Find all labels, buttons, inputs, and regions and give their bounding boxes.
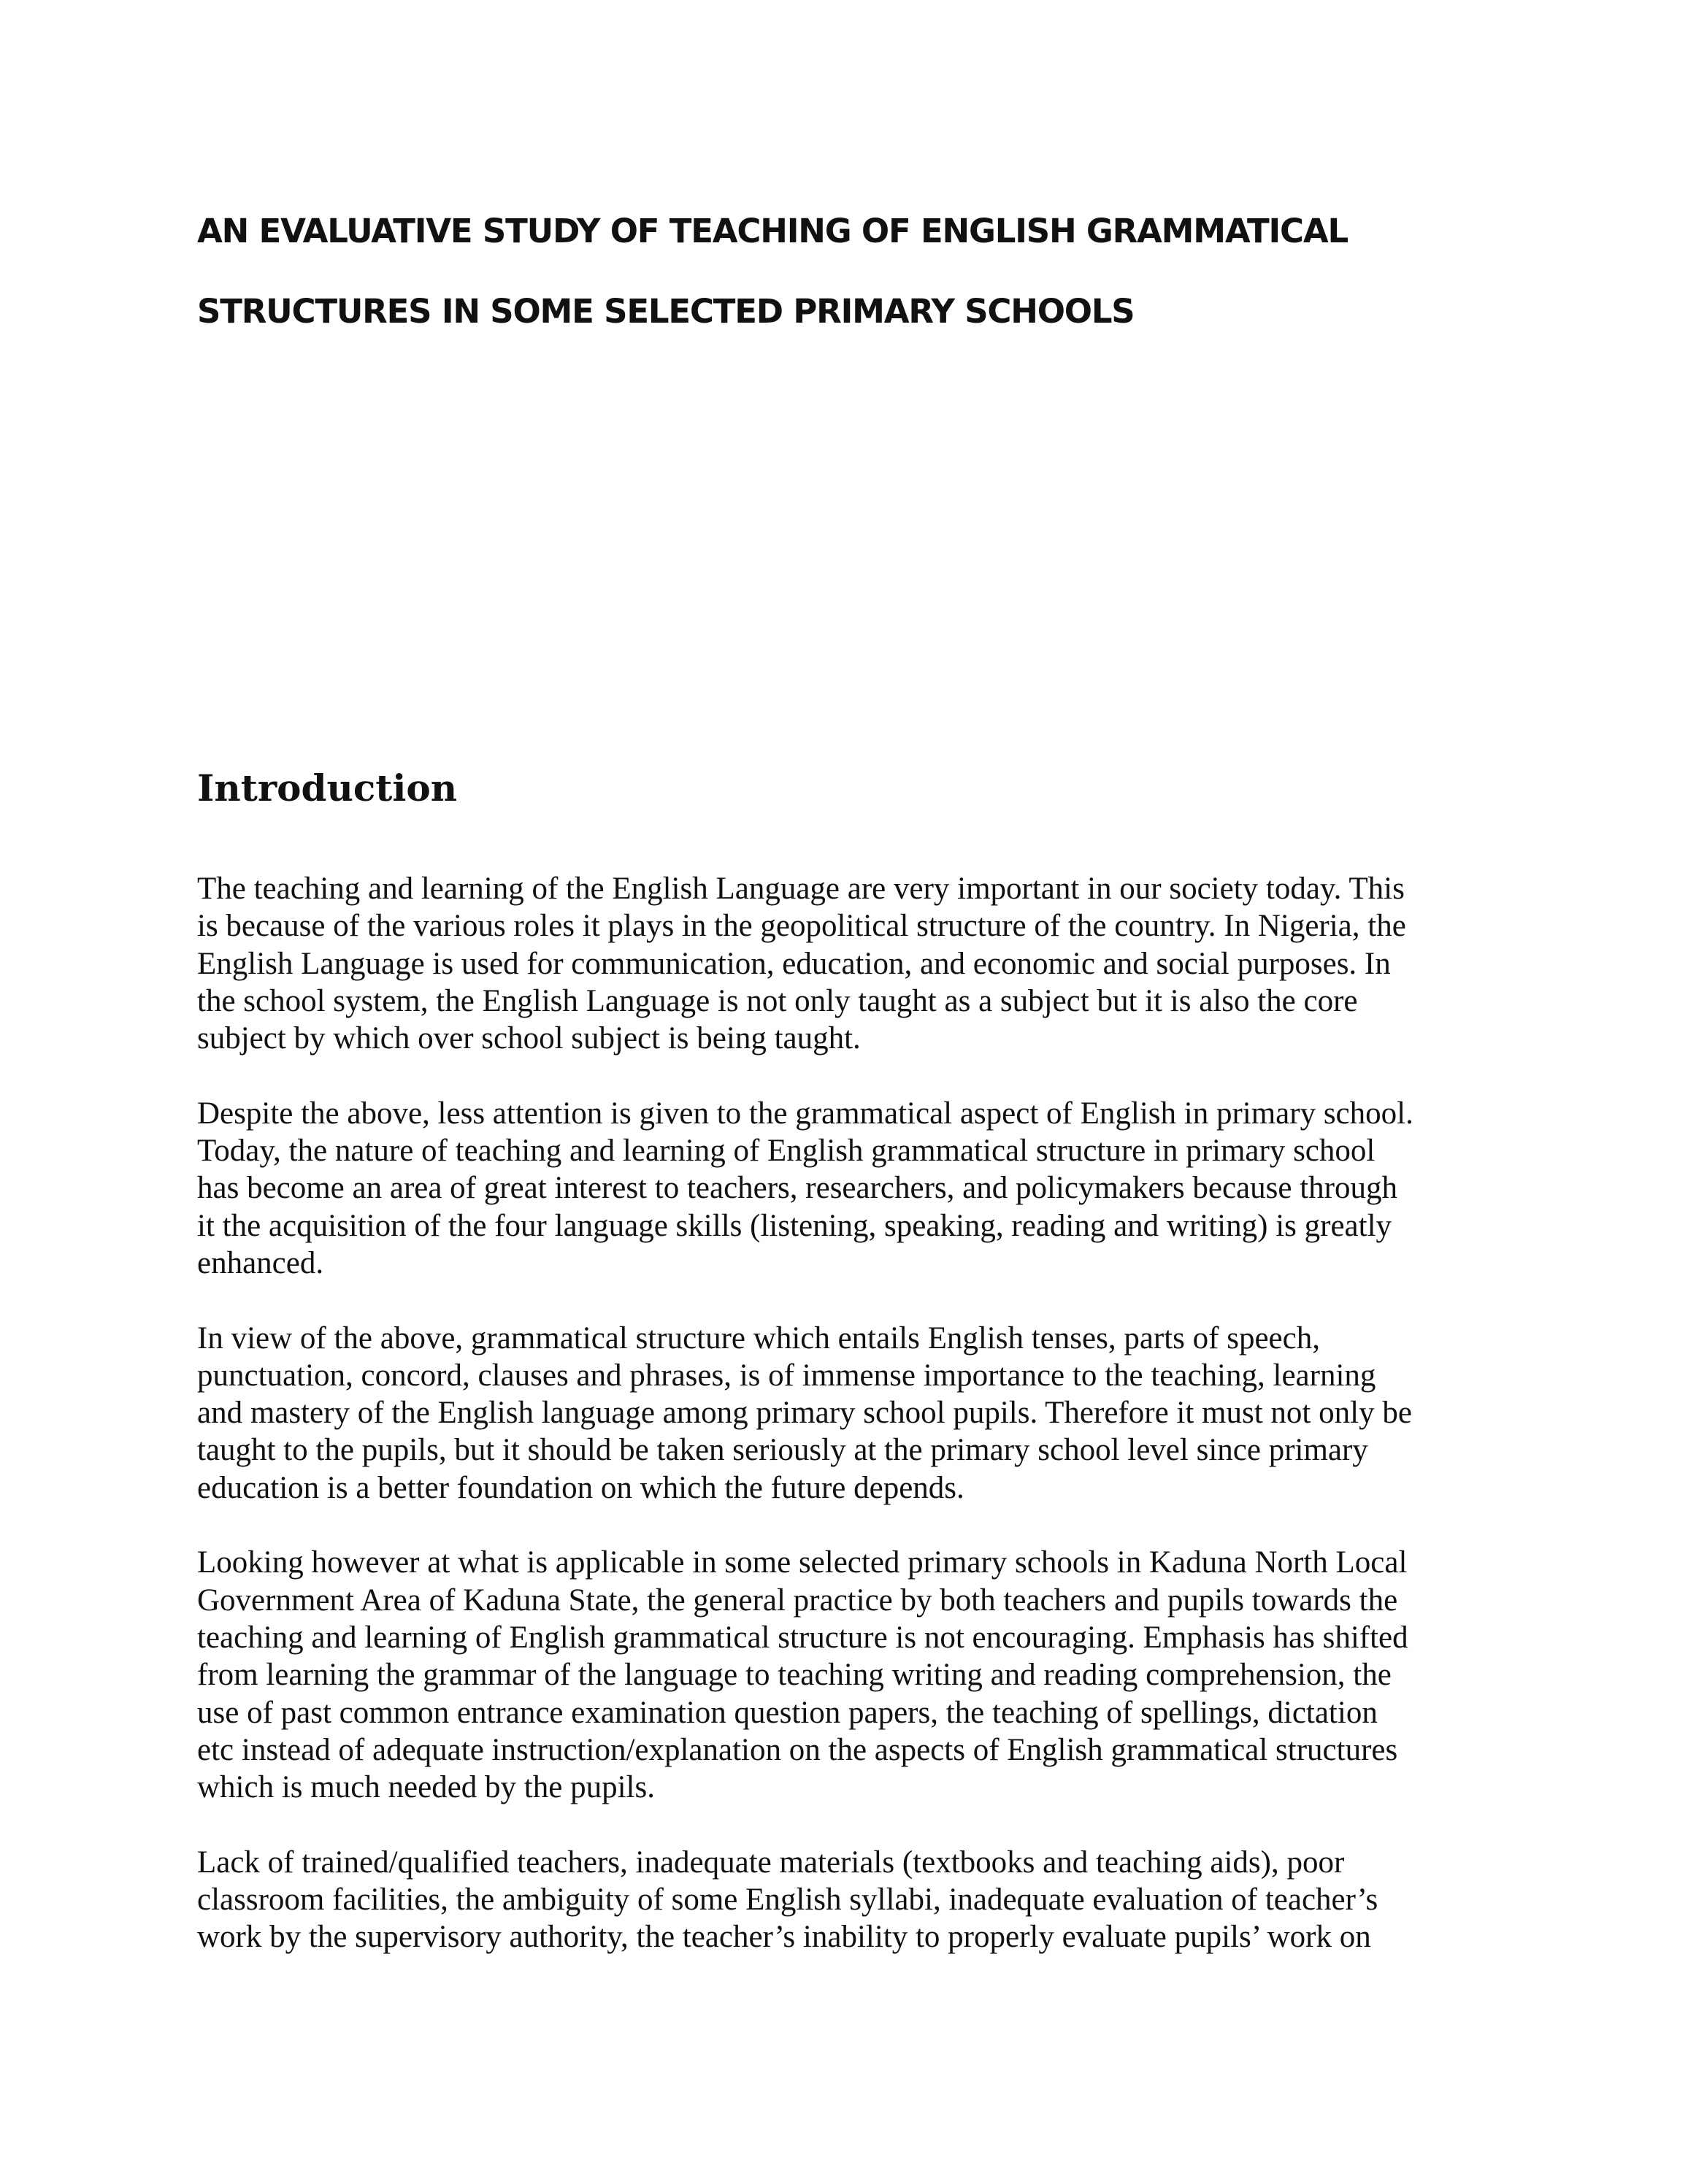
paragraph	[197, 870, 1504, 1057]
text-line: Lack of trained/qualified teachers, inadequate materials (textbooks and teaching aids), poor	[197, 1845, 1345, 1880]
document-title-line: AN EVALUATIVE STUDY OF TEACHING OF ENGLISH GRAMMATICAL	[197, 212, 1348, 250]
text-line: taught to the pupils, but it should be taken seriously at the primary school level since primary	[197, 1433, 1368, 1468]
text-line: Today, the nature of teaching and learning of English grammatical structure in primary school	[197, 1134, 1376, 1169]
text-line: education is a better foundation on which the future depends.	[197, 1470, 964, 1505]
text-line: teaching and learning of English grammatical structure is not encouraging. Emphasis has shifted	[197, 1620, 1408, 1655]
text-line: is because of the various roles it plays in the geopolitical structure of the country. In Nigeria, the	[197, 909, 1406, 944]
text-line: etc instead of adequate instruction/explanation on the aspects of English grammatical structures	[197, 1732, 1398, 1767]
document-title-line: STRUCTURES IN SOME SELECTED PRIMARY SCHOOLS	[197, 292, 1135, 331]
text-line: In view of the above, grammatical structure which entails English tenses, parts of speech,	[197, 1320, 1320, 1356]
text-line: Government Area of Kaduna State, the general practice by both teachers and pupils towards the	[197, 1583, 1398, 1618]
text-line: use of past common entrance examination question papers, the teaching of spellings, dictation	[197, 1695, 1378, 1730]
text-line: it the acquisition of the four language skills (listening, speaking, reading and writing) is greatly	[197, 1208, 1392, 1243]
paragraph	[197, 1095, 1504, 1282]
text-line: work by the supervisory authority, the teacher’s inability to properly evaluate pupils’ work on	[197, 1920, 1371, 1955]
text-line: which is much needed by the pupils.	[197, 1770, 655, 1805]
text-line: punctuation, concord, clauses and phrases, is of immense importance to the teaching, learning	[197, 1358, 1376, 1393]
text-line: enhanced.	[197, 1245, 324, 1280]
text-line: and mastery of the English language among primary school pupils. Therefore it must not only be	[197, 1396, 1412, 1431]
text-line: subject by which over school subject is being taught.	[197, 1021, 861, 1056]
text-line: the school system, the English Language is not only taught as a subject but it is also the core	[197, 983, 1358, 1018]
document-body	[197, 870, 1504, 1956]
document-title	[197, 191, 1511, 352]
text-line: classroom facilities, the ambiguity of some English syllabi, inadequate evaluation of teacher’s	[197, 1883, 1378, 1918]
paragraph	[197, 1544, 1504, 1806]
text-line: English Language is used for communication, education, and economic and social purposes. In	[197, 946, 1391, 981]
paragraph	[197, 1844, 1504, 1956]
text-line: from learning the grammar of the language to teaching writing and reading comprehension, the	[197, 1658, 1392, 1693]
section-heading: Introduction	[197, 766, 458, 810]
text-line: Looking however at what is applicable in some selected primary schools in Kaduna North Local	[197, 1545, 1408, 1580]
text-line: has become an area of great interest to teachers, researchers, and policymakers because through	[197, 1171, 1397, 1206]
text-line: The teaching and learning of the English Language are very important in our society today. This	[197, 872, 1405, 906]
paragraph	[197, 1320, 1504, 1507]
text-line: Despite the above, less attention is given to the grammatical aspect of English in primary school.	[197, 1096, 1413, 1131]
